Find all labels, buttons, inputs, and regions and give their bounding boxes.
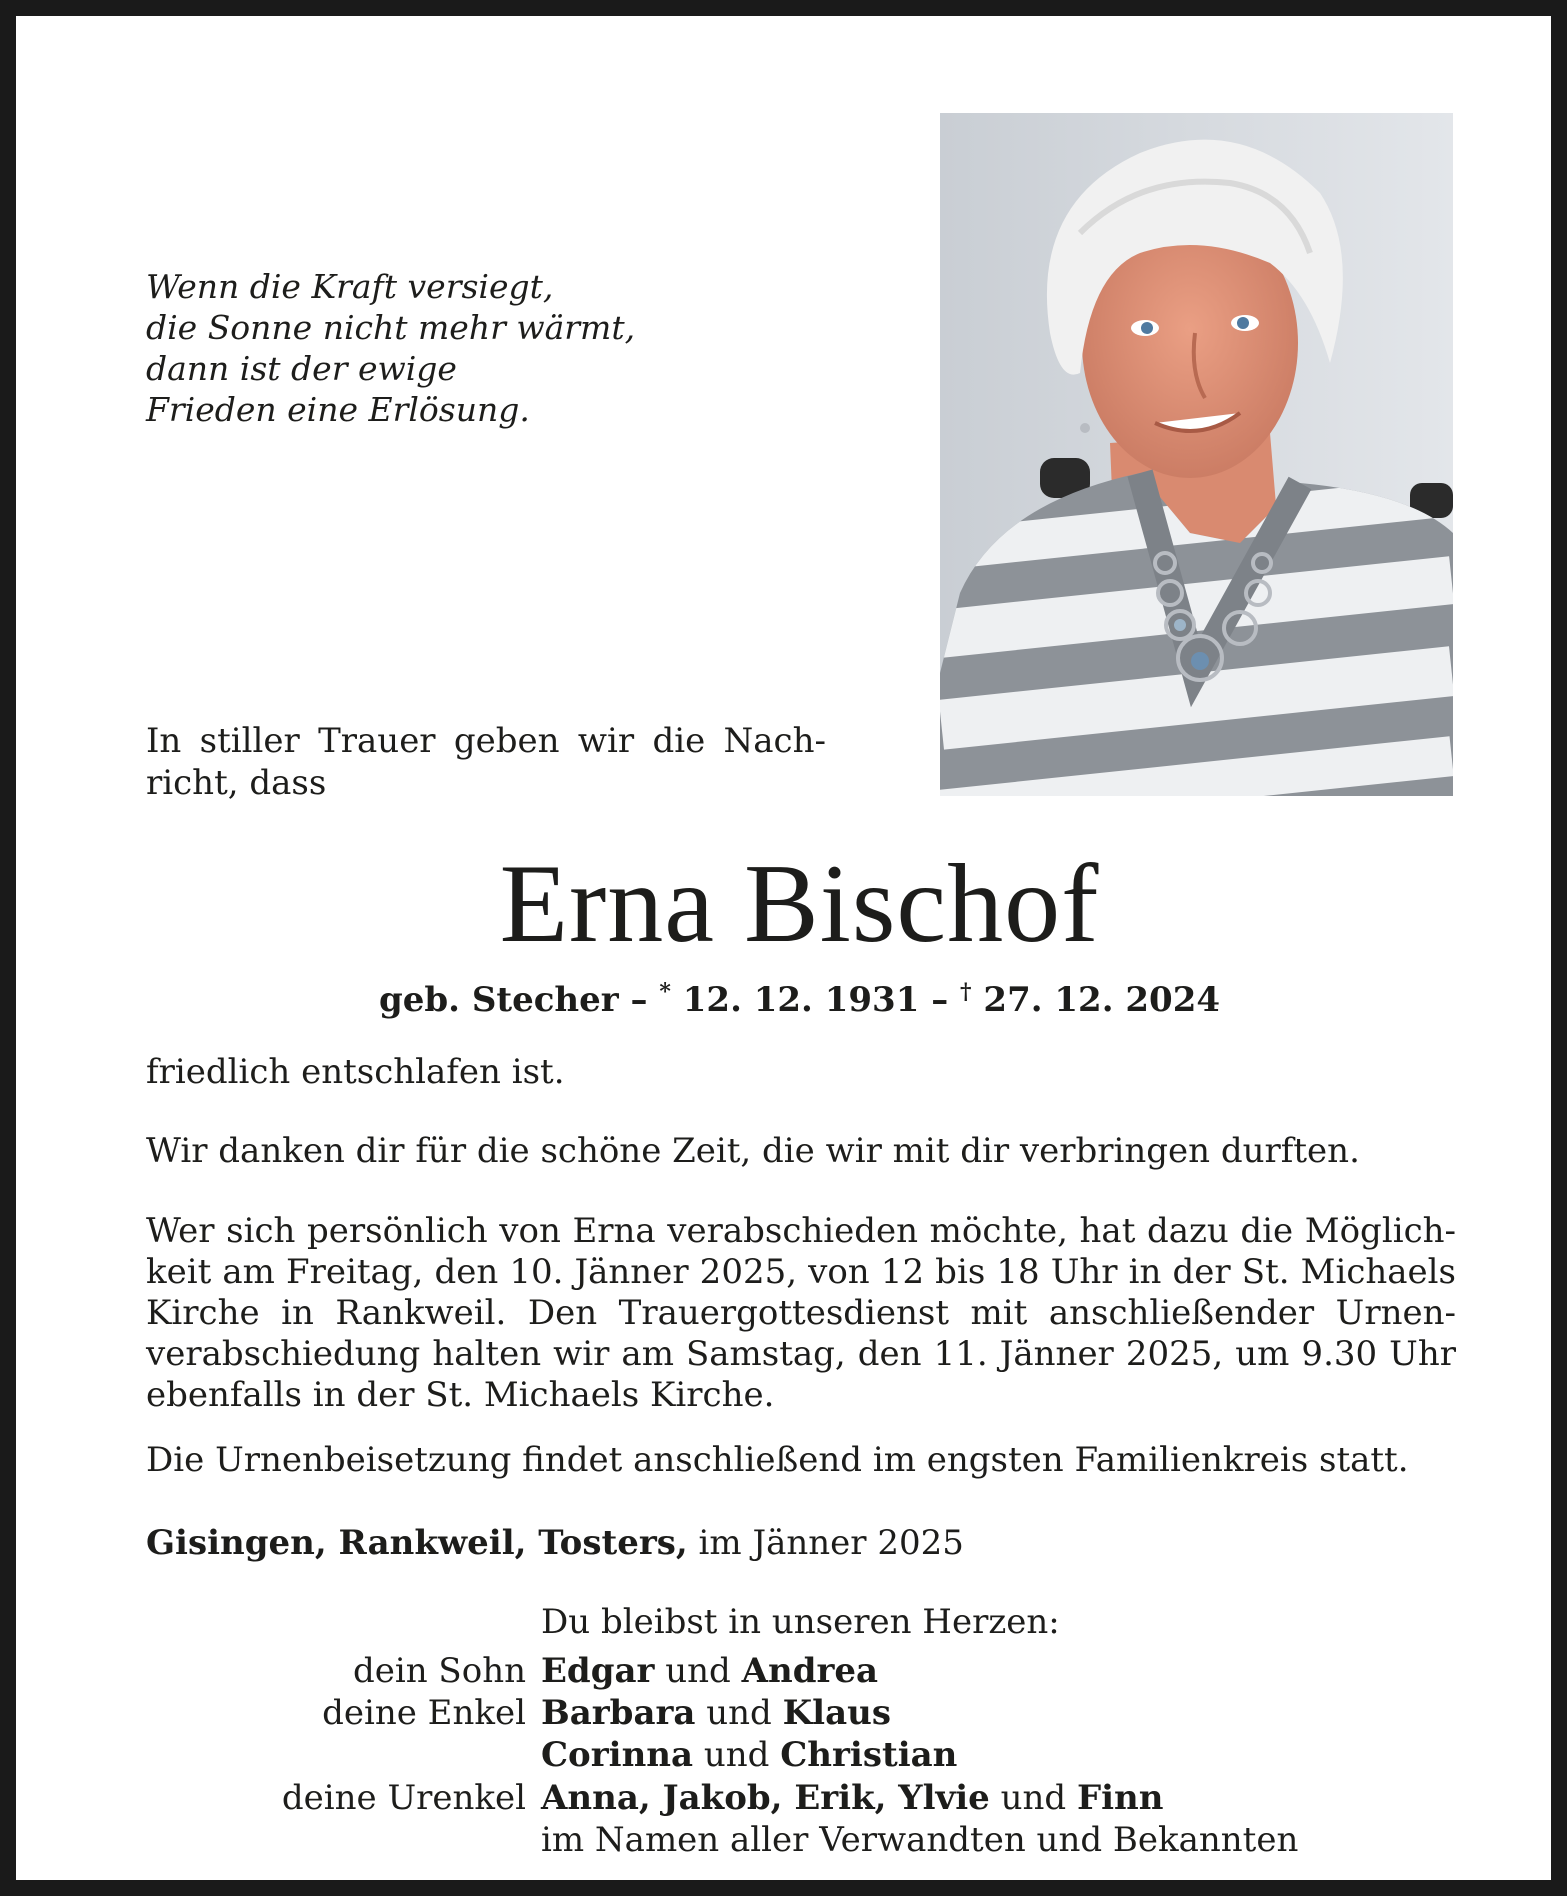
closing-line: Du bleibst in unseren Herzen: <box>541 1602 1060 1642</box>
birth-symbol: * <box>659 979 671 1005</box>
paragraph-line: Kirche in Rankweil. Den Trauergottesdienst mit anschließender Urnen- <box>146 1293 1456 1333</box>
name: Finn <box>1076 1778 1164 1818</box>
names-grandchildren-1 <box>541 1692 891 1734</box>
conjunction: und <box>665 1651 731 1691</box>
conjunction: und <box>703 1735 770 1775</box>
relation-great-grandchildren: deine Urenkel <box>281 1778 526 1818</box>
name: Barbara <box>541 1693 696 1733</box>
paragraph-line: Wer sich persönlich von Erna verabschieden möchte, hat dazu die Möglich- <box>146 1211 1456 1251</box>
names-grandchildren-2 <box>541 1734 957 1776</box>
death-symbol: † <box>960 979 972 1005</box>
separator: – <box>931 980 949 1020</box>
intro-text <box>146 720 826 804</box>
portrait-photo <box>940 113 1453 796</box>
paragraph-burial <box>146 1440 1456 1481</box>
name: Christian <box>780 1735 958 1775</box>
paragraph-line: Wir danken dir für die schöne Zeit, die wir mit dir verbringen durften. <box>146 1131 1360 1171</box>
birth-date: 12. 12. 1931 <box>682 980 920 1020</box>
relatives-line: im Namen aller Verwandten und Bekannten <box>541 1820 1299 1860</box>
name: Corinna <box>541 1735 694 1775</box>
place-towns: Gisingen, Rankweil, Tosters, <box>146 1523 688 1563</box>
intro-line: In stiller Trauer geben wir die Nach- <box>146 721 826 761</box>
paragraph-line: friedlich entschlafen ist. <box>146 1052 565 1092</box>
deceased-name: Erna Bischof <box>499 842 1100 966</box>
relation-son: dein Sohn <box>352 1651 526 1691</box>
quote-line: die Sonne nicht mehr wärmt, <box>146 308 636 347</box>
name-list: Anna, Jakob, Erik, Ylvie <box>541 1778 990 1818</box>
quote-line: Wenn die Kraft versiegt, <box>146 267 554 306</box>
name: Andrea <box>741 1651 879 1691</box>
paragraph-line: Die Urnenbeisetzung findet anschließend im engsten Familienkreis statt. <box>146 1440 1409 1480</box>
quote-line: dann ist der ewige <box>146 349 457 388</box>
names-great-grandchildren <box>541 1777 1163 1819</box>
name: Klaus <box>782 1693 891 1733</box>
paragraph-line: verabschiedung halten wir am Samstag, den 11. Jänner 2025, um 9.30 Uhr <box>146 1334 1456 1374</box>
conjunction: und <box>1000 1778 1067 1818</box>
paragraph-farewell <box>146 1211 1456 1416</box>
intro-line: richt, dass <box>146 763 327 803</box>
paragraph-line: keit am Freitag, den 10. Jänner 2025, von 12 bis 18 Uhr in der St. Michaels <box>146 1252 1456 1292</box>
relation-grandchildren: deine Enkel <box>322 1693 526 1733</box>
conjunction: und <box>706 1693 772 1733</box>
life-dates <box>16 970 1567 1022</box>
place-date <box>146 1522 964 1564</box>
paragraph-thanks <box>146 1131 1456 1172</box>
maiden-name: geb. Stecher <box>378 980 619 1020</box>
paragraph-passed <box>146 1052 1456 1093</box>
name: Edgar <box>541 1651 655 1691</box>
memorial-quote <box>146 266 796 430</box>
quote-line: Frieden eine Erlösung. <box>146 390 530 429</box>
death-date: 27. 12. 2024 <box>983 980 1221 1020</box>
paragraph-line: ebenfalls in der St. Michaels Kirche. <box>146 1375 775 1415</box>
separator: – <box>630 980 648 1020</box>
portrait-illustration <box>940 113 1453 796</box>
place-month: im Jänner 2025 <box>698 1523 964 1563</box>
names-son <box>541 1650 878 1692</box>
